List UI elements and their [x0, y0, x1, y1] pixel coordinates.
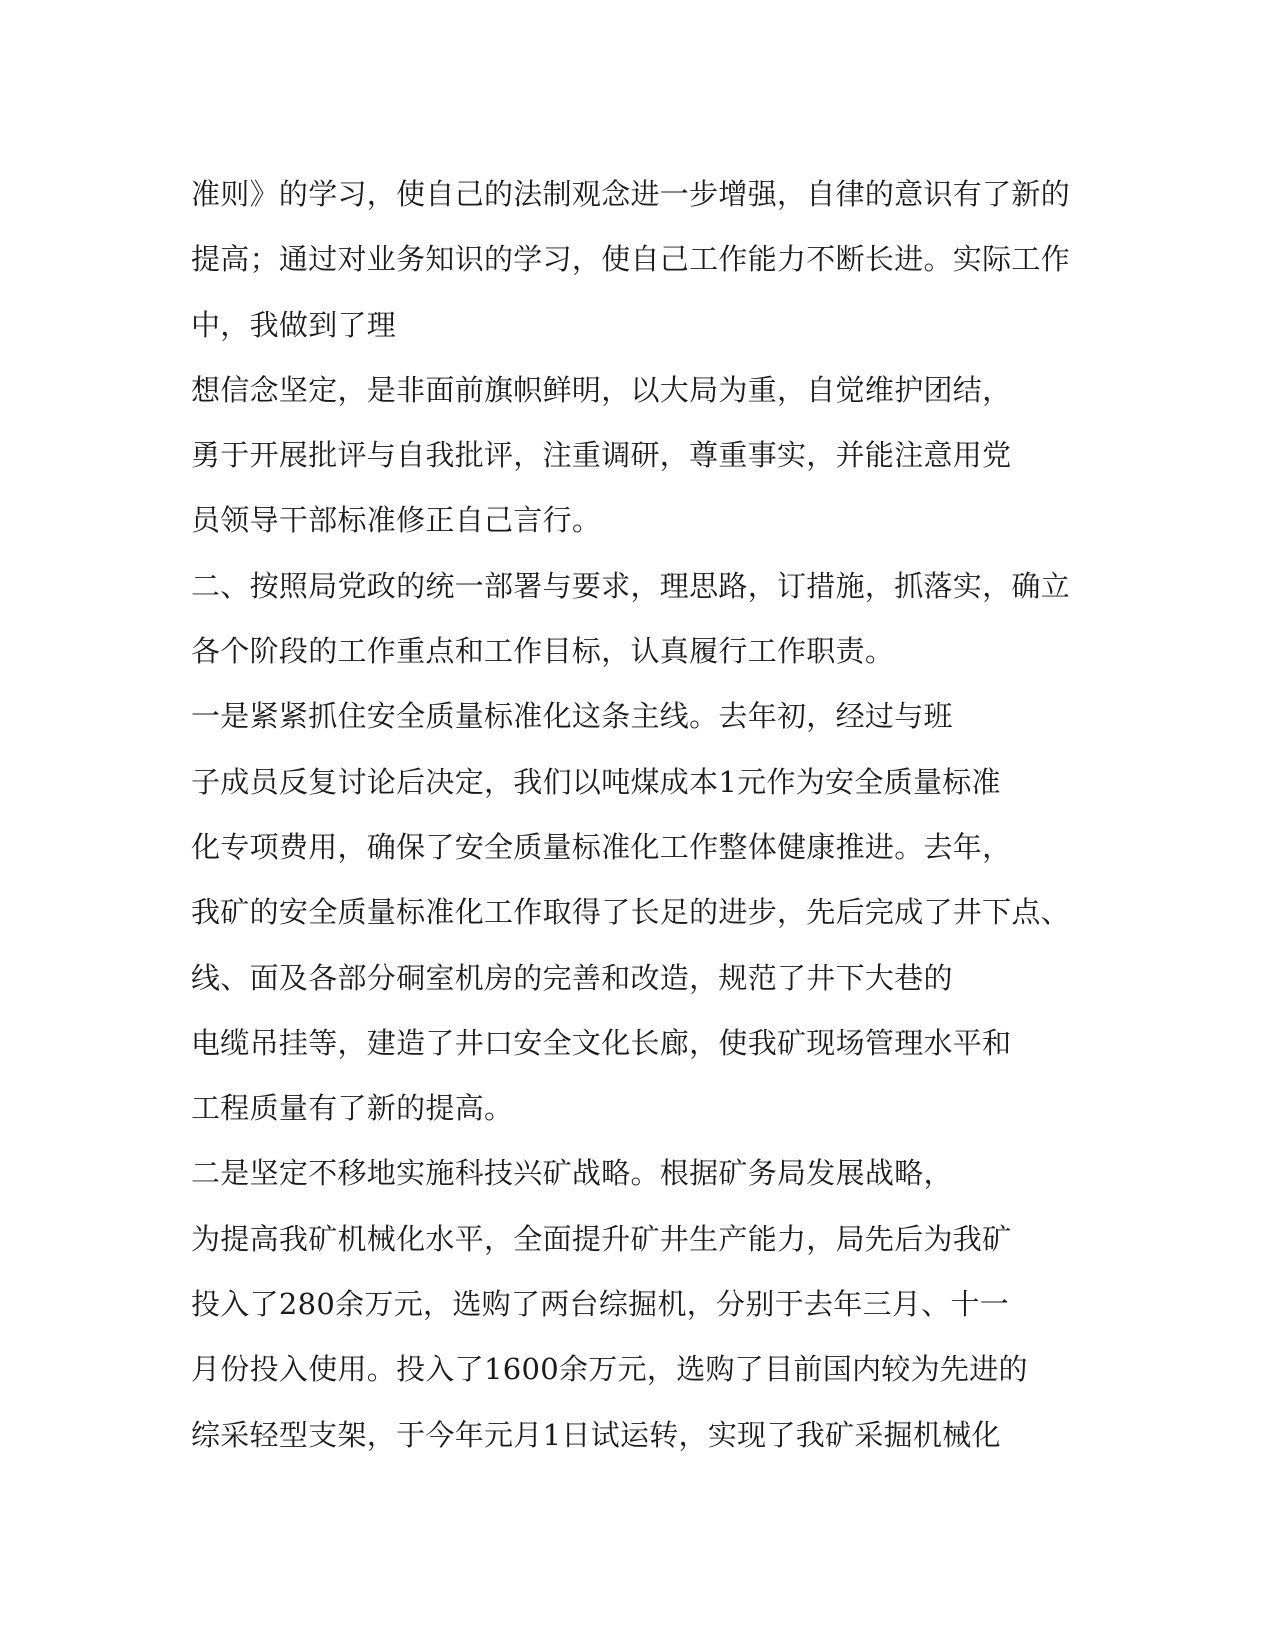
text-line: 月份投入使用。投入了1600余万元，选购了目前国内较为先进的	[191, 1352, 1028, 1387]
text-line: 准则》的学习，使自己的法制观念进一步增强，自律的意识有了新的	[191, 177, 1071, 211]
text-line: 综采轻型支架，于今年元月1日试运转，实现了我矿采掘机械化	[191, 1417, 1001, 1452]
text-line: 工程质量有了新的提高。	[191, 1091, 514, 1126]
text-line: 为提高我矿机械化水平，全面提升矿井生产能力，局先后为我矿	[191, 1221, 1012, 1256]
text-line: 各个阶段的工作重点和工作目标，认真履行工作职责。	[191, 634, 895, 669]
text-line: 线、面及各部分硐室机房的完善和改造，规范了井下大巷的	[191, 960, 953, 995]
text-line: 我矿的安全质量标准化工作取得了长足的进步，先后完成了井下点、	[191, 895, 1071, 930]
text-line: 一是紧紧抓住安全质量标准化这条主线。去年初，经过与班	[191, 699, 953, 734]
text-line: 员领导干部标准修正自己言行。	[191, 503, 602, 538]
text-line: 投入了280余万元，选购了两台综掘机，分别于去年三月、十一	[191, 1287, 1010, 1322]
text-line: 想信念坚定，是非面前旗帜鲜明，以大局为重，自觉维护团结，	[191, 372, 1012, 407]
text-line: 子成员反复讨论后决定，我们以吨煤成本1元作为安全质量标准	[191, 764, 1001, 799]
text-line: 提高；通过对业务知识的学习，使自己工作能力不断长进。实际工作	[191, 242, 1071, 277]
text-line: 二、按照局党政的统一部署与要求，理思路，订措施，抓落实，确立	[191, 568, 1071, 603]
text-line: 勇于开展批评与自我批评，注重调研，尊重事实，并能注意用党	[191, 438, 1012, 473]
text-line: 二是坚定不移地实施科技兴矿战略。根据矿务局发展战略，	[191, 1156, 953, 1191]
text-line: 中，我做到了理	[191, 307, 397, 342]
body-text	[191, 162, 1091, 1468]
text-line: 化专项费用，确保了安全质量标准化工作整体健康推进。去年，	[191, 829, 1012, 864]
text-line: 电缆吊挂等，建造了井口安全文化长廊，使我矿现场管理水平和	[191, 1025, 1012, 1060]
